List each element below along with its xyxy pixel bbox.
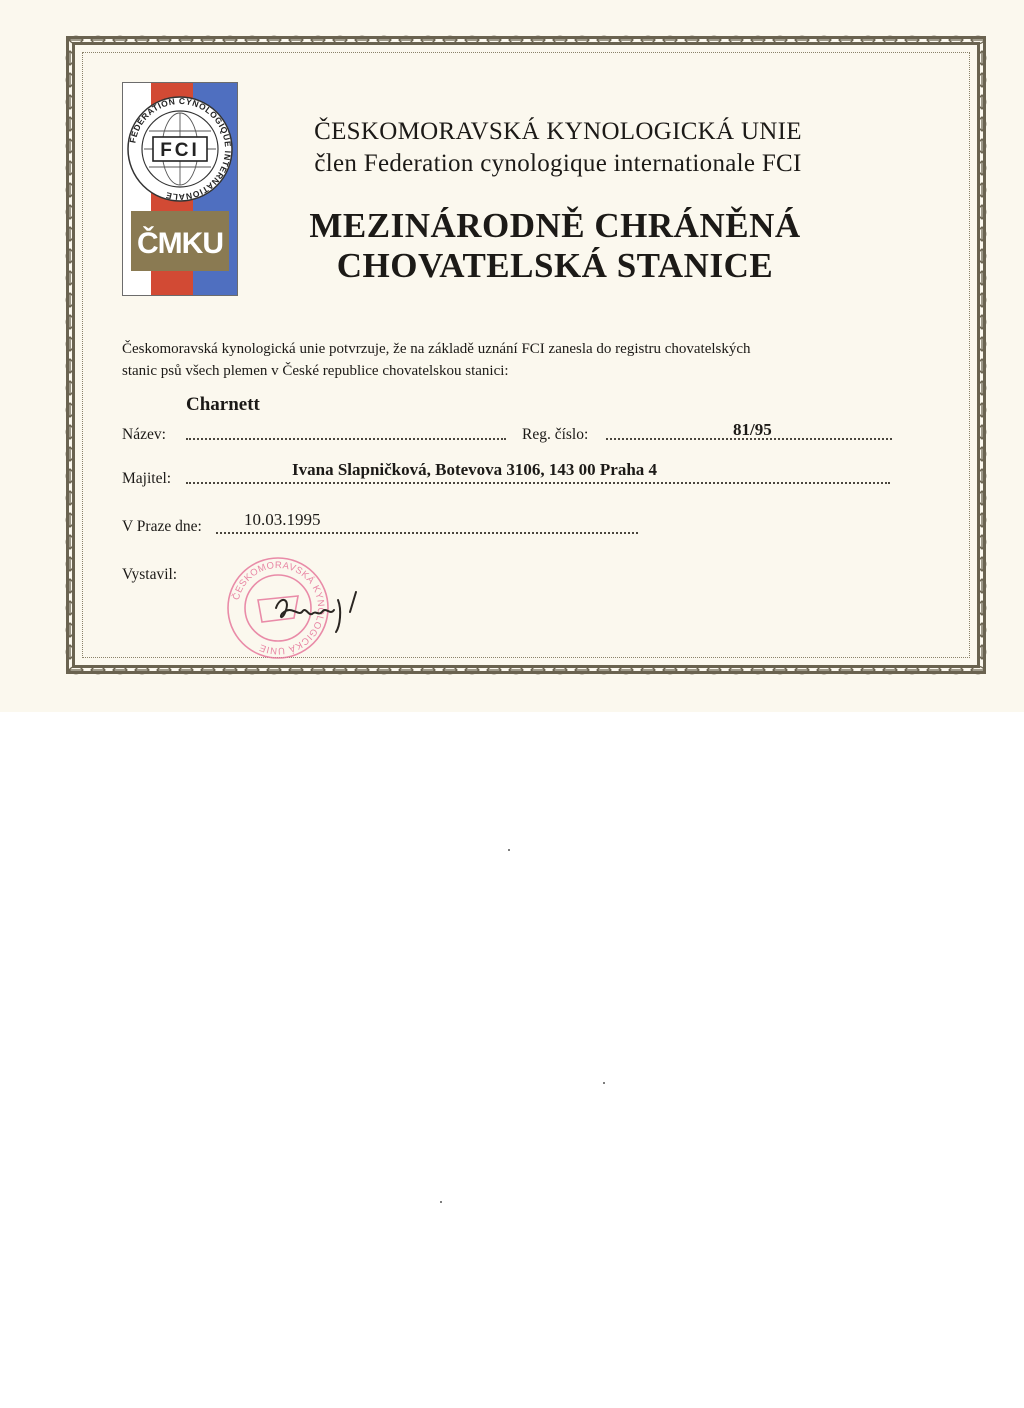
border-leaf bbox=[201, 666, 215, 674]
owner-value: Ivana Slapničková, Botevova 3106, 143 00 Praha 4 bbox=[292, 460, 658, 479]
border-leaf bbox=[978, 249, 986, 263]
border-leaf bbox=[978, 403, 986, 417]
border-leaf bbox=[978, 51, 986, 65]
border-leaf bbox=[245, 36, 259, 44]
border-leaf bbox=[978, 205, 986, 219]
border-leaf bbox=[795, 666, 809, 674]
border-leaf bbox=[333, 36, 347, 44]
border-leaf bbox=[66, 73, 74, 87]
border-leaf bbox=[729, 36, 743, 44]
border-leaf bbox=[135, 666, 149, 674]
border-leaf bbox=[597, 36, 611, 44]
border-leaf bbox=[978, 95, 986, 109]
border-leaf bbox=[289, 36, 303, 44]
border-leaf bbox=[978, 117, 986, 131]
border-leaf bbox=[663, 666, 677, 674]
border-leaf bbox=[66, 205, 74, 219]
border-leaf bbox=[729, 666, 743, 674]
date-label: V Praze dne: bbox=[122, 518, 202, 535]
border-leaf bbox=[487, 36, 501, 44]
border-leaf bbox=[978, 161, 986, 175]
stamp-text: ČESKOMORAVSKÁ KYNOLOGICKÁ UNIE bbox=[230, 559, 327, 657]
border-leaf bbox=[267, 36, 281, 44]
border-leaf bbox=[978, 381, 986, 395]
border-leaf bbox=[978, 359, 986, 373]
border-leaf bbox=[66, 117, 74, 131]
border-leaf bbox=[355, 666, 369, 674]
border-leaf bbox=[795, 36, 809, 44]
owner-label: Majitel: bbox=[122, 470, 172, 487]
border-leaf bbox=[66, 425, 74, 439]
border-leaf bbox=[861, 36, 875, 44]
border-leaf bbox=[66, 601, 74, 615]
border-leaf bbox=[978, 73, 986, 87]
border-leaf bbox=[641, 36, 655, 44]
border-leaf bbox=[978, 491, 986, 505]
border-leaf bbox=[978, 513, 986, 527]
border-leaf bbox=[773, 666, 787, 674]
scan-speck bbox=[440, 1201, 442, 1203]
kennel-name-label: Název: bbox=[122, 426, 166, 443]
border-leaf bbox=[619, 36, 633, 44]
border-leaf bbox=[421, 666, 435, 674]
border-leaf bbox=[66, 381, 74, 395]
border-leaf bbox=[135, 36, 149, 44]
border-leaf bbox=[597, 666, 611, 674]
border-leaf bbox=[509, 666, 523, 674]
border-leaf bbox=[355, 36, 369, 44]
border-leaf bbox=[465, 666, 479, 674]
border-leaf bbox=[978, 293, 986, 307]
border-leaf bbox=[179, 666, 193, 674]
border-leaf bbox=[377, 36, 391, 44]
border-leaf bbox=[66, 161, 74, 175]
border-leaf bbox=[333, 666, 347, 674]
border-leaf bbox=[421, 36, 435, 44]
border-leaf bbox=[978, 535, 986, 549]
border-leaf bbox=[377, 666, 391, 674]
owner-line bbox=[186, 482, 890, 484]
border-leaf bbox=[978, 447, 986, 461]
cmku-logo-text: ČMKU bbox=[137, 227, 223, 260]
border-leaf bbox=[66, 315, 74, 329]
border-leaf bbox=[883, 36, 897, 44]
border-leaf bbox=[113, 36, 127, 44]
border-leaf bbox=[927, 36, 941, 44]
border-leaf bbox=[978, 337, 986, 351]
border-leaf bbox=[773, 36, 787, 44]
border-leaf bbox=[157, 666, 171, 674]
border-leaf bbox=[978, 601, 986, 615]
border-leaf bbox=[66, 183, 74, 197]
border-leaf bbox=[575, 36, 589, 44]
org-name: ČESKOMORAVSKÁ KYNOLOGICKÁ UNIE bbox=[314, 118, 802, 145]
border-leaf bbox=[685, 666, 699, 674]
border-leaf bbox=[839, 666, 853, 674]
statement-line-1: Českomoravská kynologická unie potvrzuje, že na základě uznání FCI zanesla do registru chovatelských bbox=[122, 341, 751, 357]
border-leaf bbox=[66, 95, 74, 109]
border-leaf bbox=[69, 666, 83, 674]
kennel-name-value: Charnett bbox=[186, 394, 260, 415]
border-leaf bbox=[978, 623, 986, 637]
border-leaf bbox=[66, 249, 74, 263]
date-line bbox=[216, 532, 638, 534]
border-leaf bbox=[978, 227, 986, 241]
fci-cmku-logo bbox=[122, 82, 238, 296]
border-leaf bbox=[443, 666, 457, 674]
confirmation-statement bbox=[122, 338, 912, 382]
border-leaf bbox=[66, 293, 74, 307]
border-leaf bbox=[971, 36, 985, 44]
border-leaf bbox=[641, 666, 655, 674]
border-leaf bbox=[66, 469, 74, 483]
border-leaf bbox=[978, 579, 986, 593]
border-leaf bbox=[223, 36, 237, 44]
border-leaf bbox=[113, 666, 127, 674]
border-leaf bbox=[949, 36, 963, 44]
border-leaf bbox=[978, 271, 986, 285]
border-leaf bbox=[311, 666, 325, 674]
border-leaf bbox=[861, 666, 875, 674]
border-leaf bbox=[575, 666, 589, 674]
border-leaf bbox=[66, 579, 74, 593]
border-leaf bbox=[978, 557, 986, 571]
statement-line-2: stanic psů všech plemen v České republice chovatelskou stanici: bbox=[122, 363, 509, 379]
border-leaf bbox=[66, 623, 74, 637]
border-leaf bbox=[66, 557, 74, 571]
border-leaf bbox=[817, 666, 831, 674]
border-leaf bbox=[91, 36, 105, 44]
border-leaf bbox=[751, 666, 765, 674]
reg-number-label: Reg. číslo: bbox=[522, 426, 589, 443]
border-leaf bbox=[267, 666, 281, 674]
border-leaf bbox=[978, 315, 986, 329]
border-leaf bbox=[978, 183, 986, 197]
border-leaf bbox=[66, 403, 74, 417]
border-leaf bbox=[289, 666, 303, 674]
border-leaf bbox=[66, 51, 74, 65]
border-leaf bbox=[905, 36, 919, 44]
kennel-name-line bbox=[186, 438, 506, 440]
border-leaf bbox=[66, 271, 74, 285]
fci-logo-text: FCI bbox=[160, 140, 200, 161]
border-leaf bbox=[978, 645, 986, 659]
border-leaf bbox=[839, 36, 853, 44]
border-leaf bbox=[66, 337, 74, 351]
date-value: 10.03.1995 bbox=[244, 510, 321, 529]
border-leaf bbox=[66, 491, 74, 505]
border-leaf bbox=[978, 469, 986, 483]
signature bbox=[272, 586, 382, 638]
border-leaf bbox=[465, 36, 479, 44]
border-leaf bbox=[971, 666, 985, 674]
border-leaf bbox=[66, 513, 74, 527]
border-leaf bbox=[91, 666, 105, 674]
border-leaf bbox=[927, 666, 941, 674]
border-leaf bbox=[399, 666, 413, 674]
border-leaf bbox=[487, 666, 501, 674]
border-leaf bbox=[883, 666, 897, 674]
issued-by-label: Vystavil: bbox=[122, 566, 178, 583]
border-leaf bbox=[905, 666, 919, 674]
certificate-title-line2: CHOVATELSKÁ STANICE bbox=[336, 246, 774, 285]
border-leaf bbox=[443, 36, 457, 44]
reg-number-value: 81/95 bbox=[733, 420, 772, 439]
border-leaf bbox=[553, 36, 567, 44]
border-leaf bbox=[245, 666, 259, 674]
border-leaf bbox=[311, 36, 325, 44]
border-leaf bbox=[817, 36, 831, 44]
border-leaf bbox=[619, 666, 633, 674]
border-leaf bbox=[66, 359, 74, 373]
border-leaf bbox=[66, 139, 74, 153]
border-leaf bbox=[531, 36, 545, 44]
border-leaf bbox=[949, 666, 963, 674]
border-leaf bbox=[399, 36, 413, 44]
border-leaf bbox=[553, 666, 567, 674]
member-line: člen Federation cynologique internationale FCI bbox=[314, 150, 802, 177]
border-leaf bbox=[663, 36, 677, 44]
border-leaf bbox=[707, 36, 721, 44]
fci-ring-text: FEDERATION CYNOLOGIQUE INTERNATIONALE bbox=[127, 95, 234, 203]
border-leaf bbox=[509, 36, 523, 44]
border-leaf bbox=[978, 139, 986, 153]
border-leaf bbox=[66, 447, 74, 461]
border-leaf bbox=[685, 36, 699, 44]
border-leaf bbox=[531, 666, 545, 674]
border-leaf bbox=[66, 645, 74, 659]
border-leaf bbox=[751, 36, 765, 44]
scan-speck bbox=[603, 1082, 605, 1084]
certificate-title-line1: MEZINÁRODNĚ CHRÁNĚNÁ bbox=[309, 206, 801, 245]
border-leaf bbox=[978, 425, 986, 439]
border-leaf bbox=[66, 227, 74, 241]
border-leaf bbox=[179, 36, 193, 44]
border-leaf bbox=[707, 666, 721, 674]
reg-number-line bbox=[606, 438, 892, 440]
border-leaf bbox=[66, 535, 74, 549]
scan-speck bbox=[508, 849, 510, 851]
border-leaf bbox=[69, 36, 83, 44]
border-leaf bbox=[201, 36, 215, 44]
border-leaf bbox=[223, 666, 237, 674]
border-leaf bbox=[157, 36, 171, 44]
